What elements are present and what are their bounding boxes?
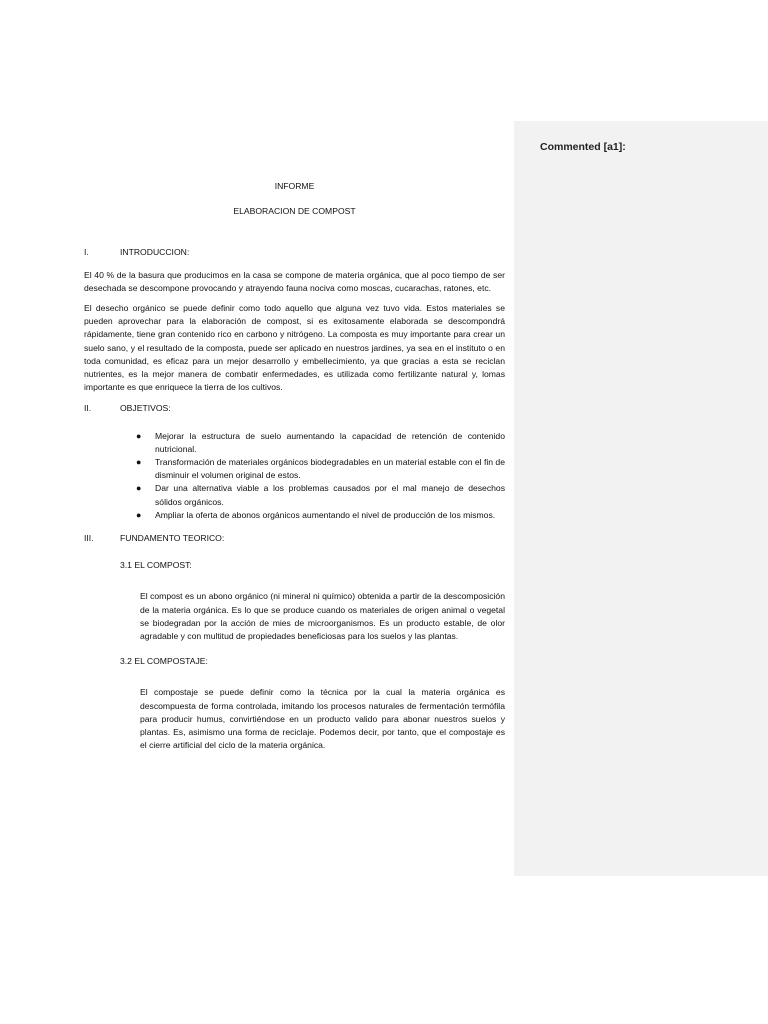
comment-label[interactable]: Commented [a1]: [540, 141, 626, 153]
list-item-text: Dar una alternativa viable a los problemas causados por el mal manejo de desechos sólidos orgánicos. [155, 483, 505, 507]
section-title: INTRODUCCION: [120, 247, 190, 258]
list-item-text: Ampliar la oferta de abonos orgánicos aumentando el nivel de producción de los mismos. [155, 509, 496, 520]
section-title: FUNDAMENTO TEORICO: [120, 533, 225, 544]
list-item [84, 509, 505, 522]
list-item-text: Mejorar la estructura de suelo aumentando la capacidad de retención de contenido nutricional. [155, 430, 505, 454]
paragraph: El desecho orgánico se puede definir como todo aquello que alguna vez tuvo vida. Estos materiales se pueden aprovechar para la elaboración de compost, si es exitosamente elaborada se descompondrá rápidamente, tiene gran contenido rico en carbono y nitrógeno. La composta es muy importante para crear un suelo sano, y el resultado de la composta, puede ser aplicado en nuestros jardines, ya sea en el instituto o en toda comunidad, es eficaz para un mejor desarrollo y embellecimiento, ya que gracias a esta se reciclan nutrientes, es la mejor manera de combatir enfermedades, es utilizada como fertilizante natural y, lomas importante es que enriquece la tierra de los cultivos. [84, 303, 505, 393]
list-item [84, 430, 505, 456]
document-title: INFORME [274, 181, 315, 191]
section-heading-objetivos [84, 402, 505, 415]
section-number: III. [84, 533, 94, 544]
document-page [84, 180, 505, 765]
document-subtitle: ELABORACION DE COMPOST [233, 206, 356, 217]
subsection-title-compostaje: 3.2 EL COMPOSTAJE: [120, 656, 208, 667]
bullet-icon: ● [136, 483, 142, 494]
objectives-list [84, 430, 505, 522]
bullet-icon: ● [136, 457, 142, 468]
section-heading-introduccion [84, 246, 505, 259]
paragraph: El compost es un abono orgánico (ni mineral ni químico) obtenida a partir de la descomposición de la materia orgánica. Es lo que se produce cuando os materiales de origen animal o vegetal se biodegradan por la acción de mies de microorganismos. Es un producto estable, de olor agradable y con multitud de propiedades beneficiosas para los suelos y las plantas. [140, 591, 505, 642]
section-heading-fundamento [84, 532, 505, 545]
paragraph: El compostaje se puede definir como la técnica por la cual la materia orgánica es descompuesta de forma controlada, imitando los procesos naturales de fermentación termófila para producir humus, convirtiéndose en un producto valido para abonar nuestros suelos y plantas. Es, asimismo una forma de reciclaje. Podemos decir, por tanto, que el compostaje es el cierre artificial del ciclo de la materia orgánica. [140, 687, 505, 751]
bullet-icon: ● [136, 430, 142, 441]
list-item [84, 456, 505, 482]
section-number: II. [84, 403, 92, 414]
list-item-text: Transformación de materiales orgánicos biodegradables en un material estable con el fin de disminuir el volumen original de estos. [155, 457, 505, 481]
section-title: OBJETIVOS: [120, 403, 171, 414]
subsection-title-compost: 3.1 EL COMPOST: [120, 560, 192, 571]
list-item [84, 482, 505, 508]
bullet-icon: ● [136, 509, 142, 520]
section-number: I. [84, 247, 89, 258]
paragraph: El 40 % de la basura que producimos en la casa se compone de materia orgánica, que al poco tiempo de ser desechada se descompone provocando y atrayendo fauna nociva como moscas, cucarachas, ratones, etc. [84, 269, 505, 293]
comments-pane [514, 121, 768, 876]
